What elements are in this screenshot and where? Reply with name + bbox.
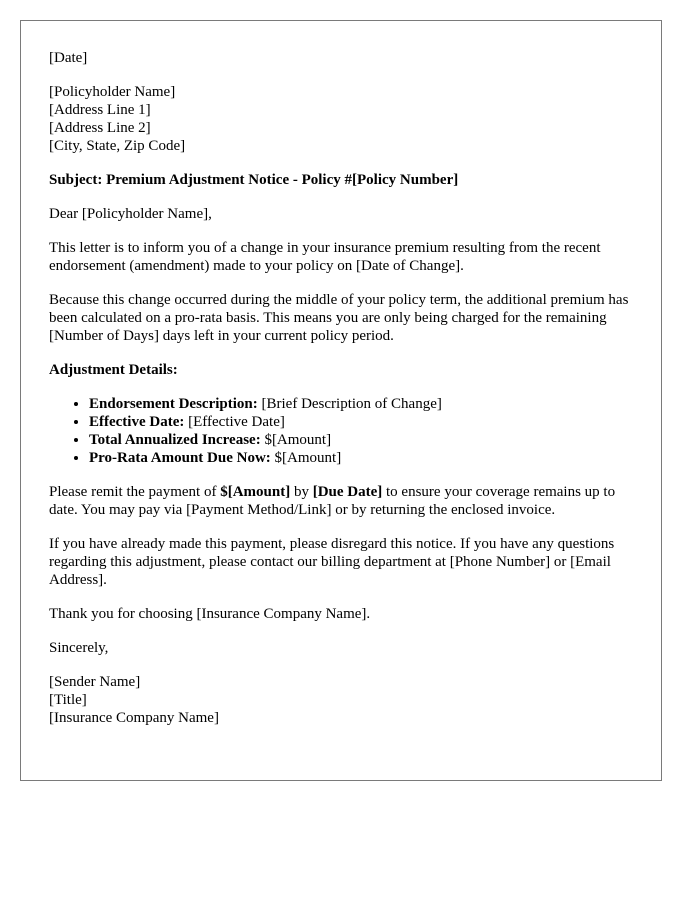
payment-amount: $[Amount] [220, 484, 291, 500]
detail-item-annualized-increase [89, 431, 633, 449]
detail-value: [Brief Description of Change] [257, 396, 442, 412]
detail-item-effective-date [89, 413, 633, 431]
detail-item-endorsement [89, 395, 633, 413]
detail-label: Total Annualized Increase: [89, 432, 261, 448]
sender-title: [Title] [49, 692, 87, 708]
adjustment-details-list [49, 395, 633, 467]
salutation: Dear [Policyholder Name], [49, 206, 212, 222]
signature-block [49, 673, 633, 727]
recipient-address-line-2: [Address Line 2] [49, 120, 151, 136]
adjustment-details-heading: Adjustment Details: [49, 362, 178, 378]
detail-label: Effective Date: [89, 414, 185, 430]
payment-paragraph [49, 483, 633, 519]
payment-text-2: by [290, 484, 313, 500]
recipient-address-line-1: [Address Line 1] [49, 102, 151, 118]
contact-paragraph: If you have already made this payment, please disregard this notice. If you have any questions regarding this adjustment, please contact our billing department at [Phone Number] or [Email Address]. [49, 536, 615, 588]
recipient-city-state-zip: [City, State, Zip Code] [49, 138, 186, 154]
detail-label: Endorsement Description: [89, 396, 258, 412]
letter-date: [Date] [49, 50, 88, 66]
closing: Sincerely, [49, 640, 109, 656]
recipient-name: [Policyholder Name] [49, 84, 176, 100]
intro-paragraph: This letter is to inform you of a change in your insurance premium resulting from the recent endorsement (amendment) made to your policy on [Date of Change]. [49, 240, 601, 274]
detail-item-amount-due [89, 449, 633, 467]
pro-rata-paragraph: Because this change occurred during the middle of your policy term, the additional premium has been calculated on a pro-rata basis. This means you are only being charged for the remaining [Number of Days] days left in your current policy period. [49, 292, 629, 344]
detail-value: $[Amount] [270, 450, 342, 466]
letter-subject: Subject: Premium Adjustment Notice - Policy #[Policy Number] [49, 172, 459, 188]
payment-due-date: [Due Date] [312, 484, 383, 500]
thank-you-line: Thank you for choosing [Insurance Company Name]. [49, 606, 371, 622]
detail-label: Pro-Rata Amount Due Now: [89, 450, 271, 466]
detail-value: $[Amount] [260, 432, 332, 448]
recipient-address [49, 83, 633, 155]
sender-company: [Insurance Company Name] [49, 710, 219, 726]
payment-text-1: Please remit the payment of [49, 484, 221, 500]
payment-text-3: to ensure your coverage remains up to date. You may pay via [Payment Method/Link] or by returning the enclosed invoice. [49, 484, 616, 518]
sender-name: [Sender Name] [49, 674, 141, 690]
detail-value: [Effective Date] [184, 414, 285, 430]
letter-page [20, 20, 662, 781]
